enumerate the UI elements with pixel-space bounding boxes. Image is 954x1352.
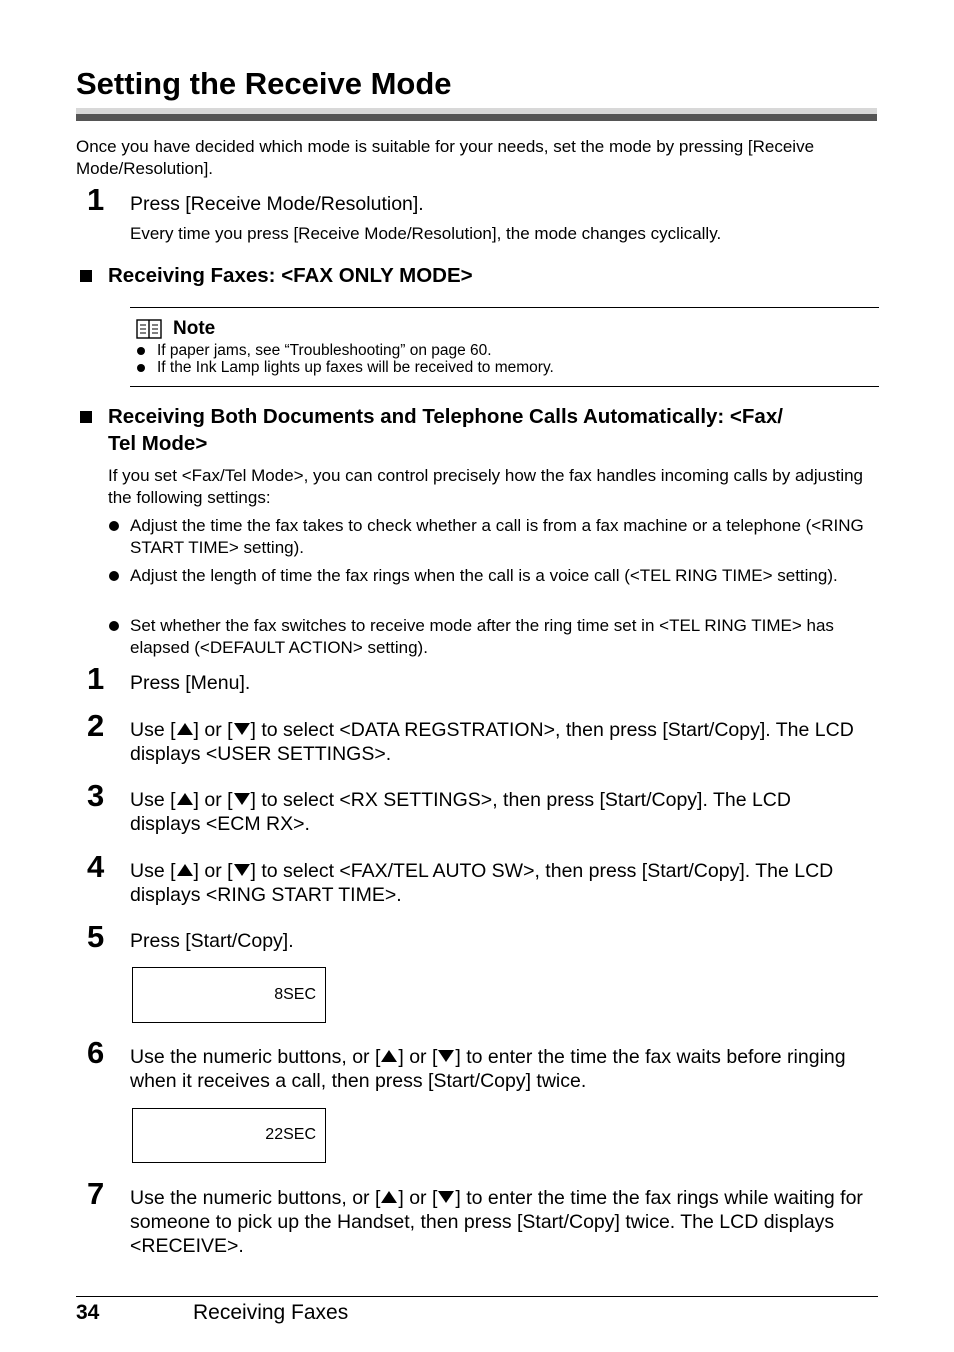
step-number: 4 [87, 849, 105, 884]
section-intro: If you set <Fax/Tel Mode>, you can control precisely how the fax handles incoming calls by adjusting the following settings: [108, 466, 864, 507]
bullet-dot-icon [109, 621, 119, 631]
step-subtext: Every time you press [Receive Mode/Resolution], the mode changes cyclically. [130, 224, 722, 243]
section-bullet-icon [80, 270, 92, 282]
note-item: If the Ink Lamp lights up faxes will be received to memory. [157, 359, 554, 376]
book-icon [136, 319, 162, 339]
settings-bullet: Adjust the length of time the fax rings when the call is a voice call (<TEL RING TIME> setting). [130, 566, 838, 585]
section-heading-fax-tel: Receiving Both Documents and Telephone Calls Automatically: <Fax/ [108, 405, 783, 428]
step-number: 1 [87, 661, 105, 696]
note-item: If paper jams, see “Troubleshooting” on page 60. [157, 342, 492, 359]
intro-paragraph: Once you have decided which mode is suitable for your needs, set the mode by pressing [Receive Mode/Resolution]. [76, 137, 815, 178]
settings-bullet: Set whether the fax switches to receive mode after the ring time set in <TEL RING TIME> has elapsed (<DEFAULT ACTION> setting). [130, 616, 834, 657]
settings-bullet: Adjust the time the fax takes to check whether a call is from a fax machine or a telephone (<RING START TIME> setting). [130, 516, 864, 557]
lcd-value: 8SEC [274, 986, 316, 1003]
bullet-dot-icon [109, 521, 119, 531]
step-number: 1 [87, 182, 105, 217]
up-triangle-icon [381, 1191, 397, 1203]
up-triangle-icon [177, 864, 193, 876]
note-bottom-rule [130, 386, 879, 387]
up-triangle-icon [177, 723, 193, 735]
up-triangle-icon [177, 793, 193, 805]
lcd-value: 22SEC [265, 1126, 316, 1143]
section-bullet-icon [80, 411, 92, 423]
section-heading-fax-only: Receiving Faxes: <FAX ONLY MODE> [108, 264, 473, 287]
bullet-dot-icon [109, 571, 119, 581]
step-text: Press [Receive Mode/Resolution]. [130, 193, 424, 215]
bullet-dot-icon [137, 347, 145, 355]
title-rule-dark [76, 114, 877, 121]
bullet-dot-icon [137, 364, 145, 372]
down-triangle-icon [234, 723, 250, 735]
section-heading-fax-tel-cont: Tel Mode> [108, 432, 208, 455]
step-text: Use [ ] or [ ] to select <DATA REGSTRATION>, then press [Start/Copy]. The LCD displays <USER SETTINGS>. [130, 719, 854, 765]
page-number: 34 [76, 1301, 100, 1324]
step-number: 5 [87, 919, 105, 954]
up-triangle-icon [381, 1050, 397, 1062]
down-triangle-icon [234, 793, 250, 805]
footer-rule [76, 1296, 878, 1297]
step-text: Press [Start/Copy]. [130, 930, 294, 952]
step-number: 3 [87, 778, 105, 813]
step-text: Use [ ] or [ ] to select <RX SETTINGS>, then press [Start/Copy]. The LCD displays <ECM RX>. [130, 789, 791, 835]
note-label: Note [173, 318, 216, 339]
step-number: 7 [87, 1176, 105, 1211]
down-triangle-icon [438, 1191, 454, 1203]
note-top-rule [130, 307, 879, 308]
step-text: Press [Menu]. [130, 672, 251, 694]
step-text: Use the numeric buttons, or [ ] or [ ] to enter the time the fax waits before ringing when it receives a call, then press [Start/Copy] twice. [130, 1046, 846, 1092]
page-title: Setting the Receive Mode [76, 66, 452, 101]
step-number: 6 [87, 1035, 105, 1070]
step-text: Use [ ] or [ ] to select <FAX/TEL AUTO SW>, then press [Start/Copy]. The LCD displays <RING START TIME>. [130, 860, 834, 906]
footer-section-title: Receiving Faxes [193, 1301, 349, 1324]
down-triangle-icon [234, 864, 250, 876]
step-number: 2 [87, 708, 105, 743]
step-text: Use the numeric buttons, or [ ] or [ ] to enter the time the fax rings while waiting for someone to pick up the Handset, then press [Start/Copy] twice. The LCD displays <RECEIVE>. [130, 1187, 863, 1257]
lcd-display [132, 1108, 326, 1163]
lcd-display [132, 967, 326, 1023]
down-triangle-icon [438, 1050, 454, 1062]
